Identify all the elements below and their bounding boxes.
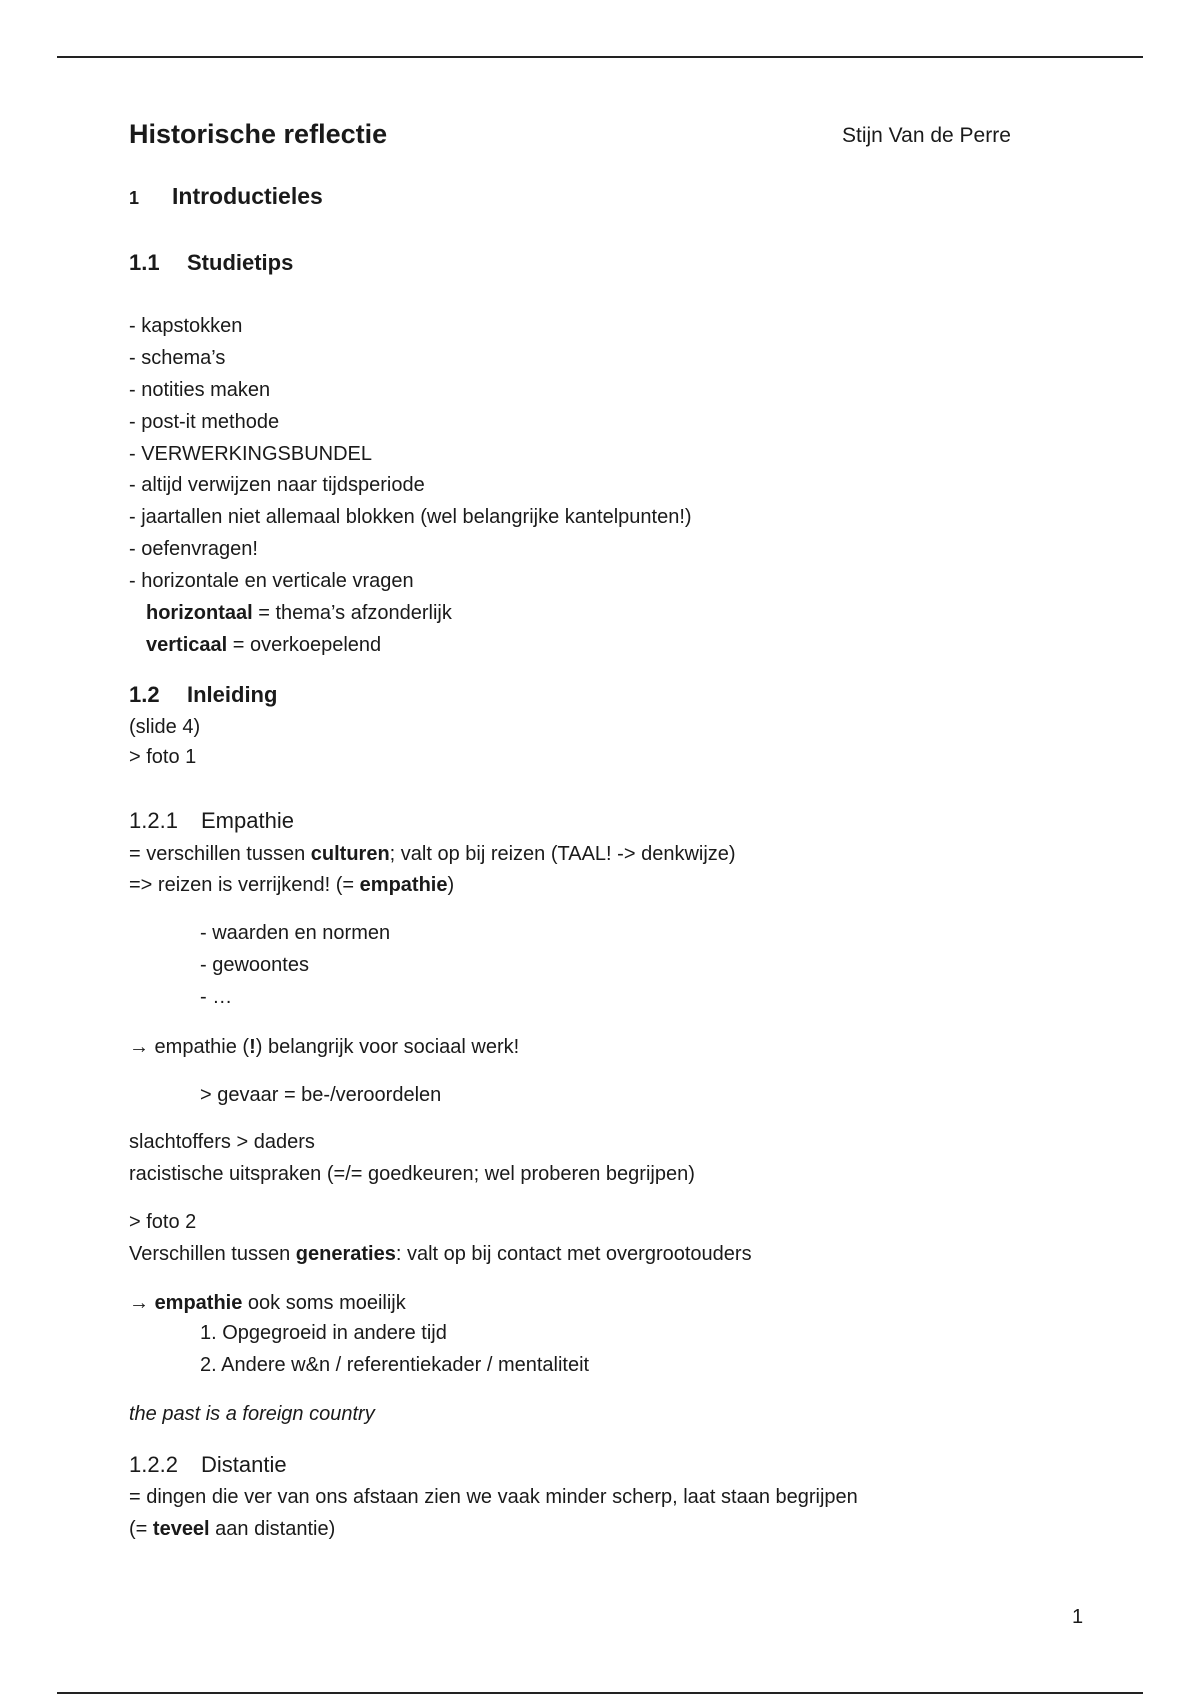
paragraph-line <box>129 1291 406 1315</box>
definition: = overkoepelend <box>227 634 382 656</box>
term: verticaal <box>146 634 228 656</box>
page-number: 1 <box>1072 1606 1084 1628</box>
foto-reference: > foto 2 <box>129 1211 197 1233</box>
quote: the past is a foreign country <box>129 1403 375 1425</box>
foto-reference: > foto 1 <box>129 746 197 768</box>
section-title: Empathie <box>201 808 294 833</box>
list-item: - jaartallen niet allemaal blokken (wel belangrijke kantelpunten!) <box>129 506 692 528</box>
text-run: ; valt op bij reizen (TAAL! -> denkwijze) <box>389 843 736 865</box>
section-number: 1.1 <box>129 250 160 275</box>
section-number: 1.2.1 <box>129 808 178 833</box>
text-run: Verschillen tussen <box>129 1243 296 1265</box>
text-run: => reizen is verrijkend! (= <box>129 874 360 896</box>
author-name: Stijn Van de Perre <box>842 124 1011 147</box>
text-run: : valt op bij contact met overgrootouders <box>395 1243 752 1265</box>
bottom-rule <box>57 1692 1143 1694</box>
paragraph-line <box>129 873 454 897</box>
numbered-item: 1. Opgegroeid in andere tijd <box>200 1322 447 1344</box>
paragraph-line: racistische uitspraken (=/= goedkeuren; wel proberen begrijpen) <box>129 1163 695 1185</box>
section-number: 1 <box>129 188 140 208</box>
section-1-heading <box>129 182 323 212</box>
definition-horizontaal <box>146 601 452 625</box>
paragraph-line: > gevaar = be-/veroordelen <box>200 1084 442 1106</box>
list-item: - waarden en normen <box>200 922 391 944</box>
list-item: - gewoontes <box>200 954 309 976</box>
section-1-2-2-heading <box>129 1452 287 1478</box>
paragraph-line <box>129 842 736 866</box>
section-title: Introductieles <box>172 183 323 209</box>
list-item: - oefenvragen! <box>129 538 258 560</box>
bold-run: empathie <box>359 874 448 896</box>
document-title: Historische reflectie <box>129 119 388 149</box>
definition-verticaal <box>146 633 381 657</box>
list-item: - schema’s <box>129 347 226 369</box>
paragraph-line <box>129 1517 335 1541</box>
section-title: Distantie <box>201 1452 287 1477</box>
section-title: Inleiding <box>187 682 278 707</box>
paragraph-line: slachtoffers > daders <box>129 1131 315 1153</box>
section-1-1-heading <box>129 250 293 276</box>
text-run: = verschillen tussen <box>129 843 311 865</box>
list-item: - kapstokken <box>129 315 243 337</box>
term: horizontaal <box>146 602 253 624</box>
text-run: aan distantie) <box>209 1518 336 1540</box>
section-number: 1.2.2 <box>129 1452 178 1477</box>
list-item: - post-it methode <box>129 411 280 433</box>
list-item: - altijd verwijzen naar tijdsperiode <box>129 474 425 496</box>
bold-run: generaties <box>295 1243 396 1265</box>
list-item: - horizontale en verticale vragen <box>129 570 414 592</box>
section-1-2-heading <box>129 682 277 708</box>
section-number: 1.2 <box>129 682 160 707</box>
text-run: (= <box>129 1518 153 1540</box>
list-item: - … <box>200 986 233 1008</box>
section-1-2-1-heading <box>129 808 294 834</box>
list-item: - VERWERKINGSBUNDEL <box>129 443 373 465</box>
numbered-item: 2. Andere w&n / referentiekader / mentaliteit <box>200 1354 590 1376</box>
text-run: → empathie ( <box>129 1036 250 1058</box>
definition: = thema’s afzonderlijk <box>252 602 452 624</box>
bold-run: teveel <box>152 1518 210 1540</box>
paragraph-line <box>129 1242 752 1266</box>
top-rule <box>57 56 1143 58</box>
text-run: ) belangrijk voor sociaal werk! <box>255 1036 520 1058</box>
text-run: → <box>129 1292 155 1314</box>
slide-reference: (slide 4) <box>129 716 201 738</box>
paragraph-line <box>129 1035 519 1059</box>
bold-run: culturen <box>310 843 390 865</box>
bold-run: empathie <box>154 1292 243 1314</box>
list-item: - notities maken <box>129 379 271 401</box>
paragraph-line: = dingen die ver van ons afstaan zien we vaak minder scherp, laat staan begrijpen <box>129 1486 858 1508</box>
text-run: ook soms moeilijk <box>242 1292 406 1314</box>
section-title: Studietips <box>187 250 294 275</box>
bold-run: ! <box>249 1036 256 1058</box>
text-run: ) <box>447 874 455 896</box>
